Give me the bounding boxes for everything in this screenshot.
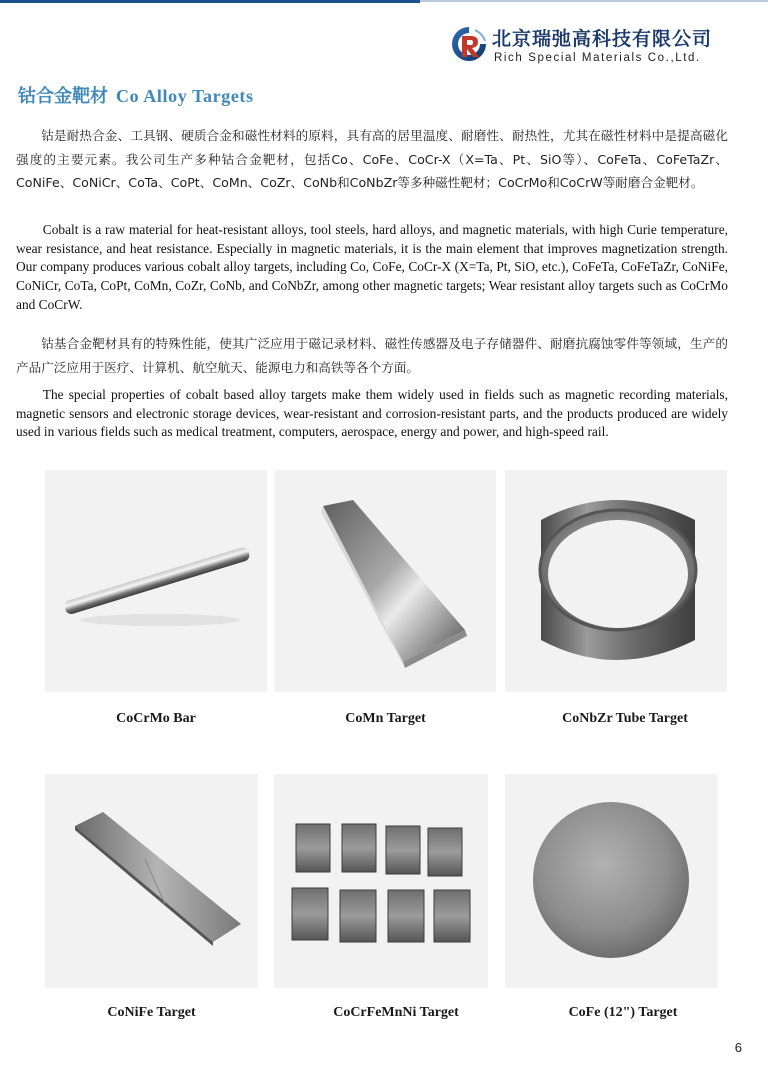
plate-photo-icon	[275, 470, 496, 692]
top-rule-blue	[0, 0, 420, 3]
product-photo-conbzr-tube	[505, 470, 727, 692]
product-photo-cocrmo-bar	[45, 470, 267, 692]
applications-paragraph-en: The special properties of cobalt based alloy targets make them widely used in fields such as magnetic recording materials, magnetic sensors and electronic storage devices, wear-resistant and corrosion-resistant parts, and the products produced are widely used in various fields such as medical treatment, computers, aerospace, energy and power, and high-speed rail.	[16, 387, 728, 440]
company-name-cn: 北京瑞弛高科技有限公司	[492, 28, 713, 50]
product-photo-cocrfemnni-target	[274, 774, 488, 988]
page-title-cn: 钴合金靶材	[18, 86, 108, 107]
top-rule	[0, 0, 768, 6]
product-caption: CoCrMo Bar	[116, 711, 196, 726]
company-name-en: Rich Special Materials Co.,Ltd.	[494, 52, 701, 64]
bar-photo-icon	[45, 470, 267, 692]
product-caption: CoMn Target	[345, 711, 426, 726]
product-photo-comn-target	[275, 470, 496, 692]
applications-paragraph-cn: 钴基合金靶材具有的特殊性能，使其广泛应用于磁记录材料、磁性传感器及电子存储器件、耐磨抗腐蚀零件等领域，生产的产品广泛应用于医疗、计算机、航空航天、能源电力和高铁等各个方面。	[16, 336, 728, 375]
intro-paragraph-cn: 钴是耐热合金、工具钢、硬质合金和磁性材料的原料，具有高的居里温度、耐磨性、耐热性，尤其在磁性材料中是提高磁化强度的主要元素。我公司生产多种钴合金靶材，包括Co、CoFe、CoCr-X（X=Ta、Pt、SiO等）、CoFeTa、CoFeTaZr、CoNiFe、CoNiCr、CoTa、CoPt、CoMn、CoZr、CoNb和CoNbZr等多种磁性靶材；CoCrMo和CoCrW等耐磨合金靶材。	[16, 128, 728, 190]
page-number: 6	[734, 1040, 742, 1055]
product-caption: CoCrFeMnNi Target	[333, 1005, 459, 1020]
tiles-photo-icon	[274, 774, 488, 988]
tube-photo-icon	[505, 470, 727, 692]
product-photo-cofe-target	[505, 774, 717, 988]
intro-paragraph-en: Cobalt is a raw material for heat-resistant alloys, tool steels, hard alloys, and magnetic materials, with high Curie temperature, wear resistance, and heat resistance. Especially in magnetic materials, it is the main element that improves magnetization strength. Our company produces various cobalt alloy targets, including Co, CoFe, CoCr-X (X=Ta, Pt, SiO, etc.), CoFeTa, CoFeTaZr, CoNiFe, CoNiCr, CoTa, CoPt, CoMn, CoZr, CoNb, and CoNbZr, among other magnetic targets; Wear resistant alloy targets such as CoCrMo and CoCrW.	[16, 222, 728, 312]
plate-photo-icon	[45, 774, 258, 988]
product-photo-conife-target	[45, 774, 258, 988]
product-caption: CoNbZr Tube Target	[562, 711, 688, 726]
disc-photo-icon	[505, 774, 717, 988]
page-title-en: Co Alloy Targets	[116, 86, 254, 106]
top-rule-light	[420, 0, 768, 2]
page-title	[18, 82, 254, 108]
product-caption: CoFe (12") Target	[568, 1005, 678, 1020]
company-logo-icon	[449, 24, 489, 64]
product-caption: CoNiFe Target	[107, 1005, 196, 1020]
